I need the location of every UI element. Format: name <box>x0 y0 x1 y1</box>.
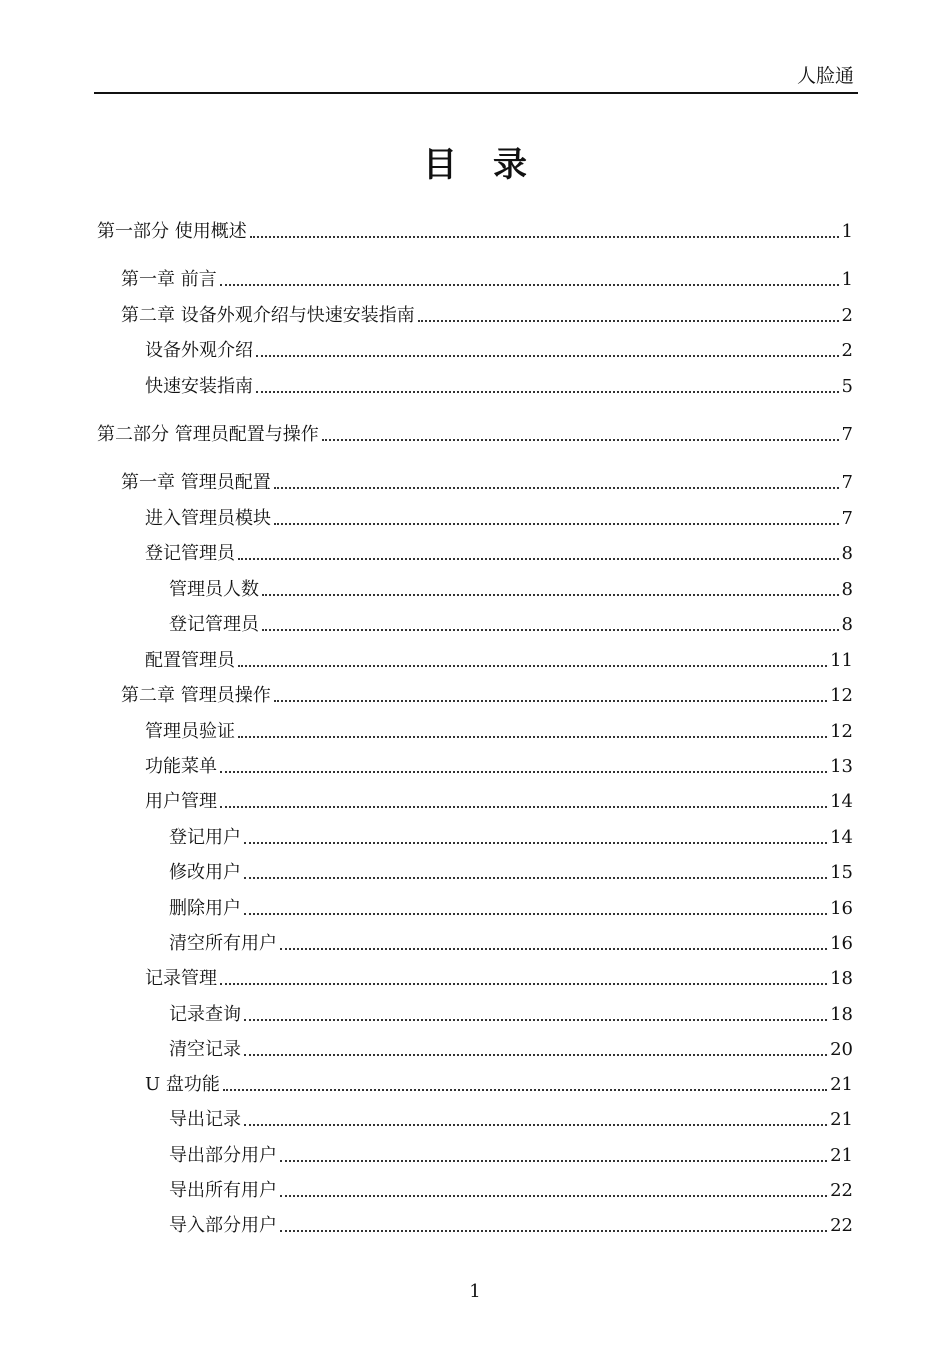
toc-entry-title: 第二章 管理员操作 <box>121 685 271 706</box>
toc-entry[interactable] <box>121 301 853 327</box>
toc-entry[interactable] <box>169 1105 853 1131</box>
toc-entry-page: 7 <box>841 424 853 445</box>
toc-entry[interactable] <box>169 929 853 955</box>
toc-entry-page: 11 <box>830 650 853 671</box>
toc-entry-page: 8 <box>841 614 853 635</box>
toc-entry[interactable] <box>169 610 853 636</box>
toc-entry[interactable] <box>121 265 853 291</box>
toc-entry-title: 功能菜单 <box>145 756 217 777</box>
toc-entry[interactable] <box>145 752 853 778</box>
toc-entry[interactable] <box>121 681 853 707</box>
toc-entry-title: 第一章 管理员配置 <box>121 472 271 493</box>
toc-entry-title: 配置管理员 <box>145 650 235 671</box>
toc-leader-dots <box>250 236 839 238</box>
toc-leader-dots <box>274 523 839 525</box>
toc-entry-title: U 盘功能 <box>145 1074 220 1095</box>
toc-leader-dots <box>244 913 827 915</box>
toc-leader-dots <box>322 439 839 441</box>
toc-entry[interactable] <box>145 1070 853 1096</box>
toc-leader-dots <box>244 1019 827 1021</box>
toc-leader-dots <box>262 594 839 596</box>
toc-entry[interactable] <box>97 217 853 243</box>
toc-entry-title: 第一章 前言 <box>121 269 217 290</box>
toc-entry-page: 16 <box>830 933 853 954</box>
toc-entry-page: 8 <box>841 543 853 564</box>
page-number: 1 <box>469 1281 481 1302</box>
toc-entry-page: 18 <box>830 1004 853 1025</box>
toc-leader-dots <box>220 806 827 808</box>
toc-leader-dots <box>220 983 827 985</box>
toc-entry-page: 5 <box>841 376 853 397</box>
toc-leader-dots <box>280 1230 827 1232</box>
toc-entry-page: 21 <box>830 1109 853 1130</box>
running-header-title: 人脸通 <box>796 65 854 87</box>
toc-leader-dots <box>280 948 827 950</box>
toc-entry-page: 14 <box>830 827 853 848</box>
toc-entry-title: 修改用户 <box>169 862 241 883</box>
toc-entry-page: 1 <box>841 221 853 242</box>
toc-entry-page: 7 <box>841 472 853 493</box>
toc-entry-page: 21 <box>830 1145 853 1166</box>
toc-leader-dots <box>262 629 839 631</box>
toc-leader-dots <box>280 1195 827 1197</box>
toc-entry-title: 记录查询 <box>169 1004 241 1025</box>
toc-leader-dots <box>220 284 839 286</box>
toc-entry-title: 第一部分 使用概述 <box>97 221 247 242</box>
toc-entry-page: 22 <box>830 1215 853 1236</box>
toc-entry[interactable] <box>169 894 853 920</box>
toc-entry-page: 1 <box>841 269 853 290</box>
toc-entry-title: 清空记录 <box>169 1039 241 1060</box>
toc-entry-title: 导出所有用户 <box>169 1180 277 1201</box>
toc-entry[interactable] <box>145 372 853 398</box>
toc-entry-title: 删除用户 <box>169 898 241 919</box>
toc-entry[interactable] <box>145 539 853 565</box>
toc-entry-page: 16 <box>830 898 853 919</box>
toc-entry-page: 14 <box>830 791 853 812</box>
toc-entry[interactable] <box>169 1035 853 1061</box>
toc-entry-title: 登记管理员 <box>169 614 259 635</box>
toc-entry-page: 20 <box>830 1039 853 1060</box>
toc-entry-title: 第二章 设备外观介绍与快速安装指南 <box>121 305 415 326</box>
toc-entry[interactable] <box>169 1141 853 1167</box>
toc-leader-dots <box>274 700 827 702</box>
toc-leader-dots <box>238 665 827 667</box>
page-title: 目录 <box>423 145 563 185</box>
toc-entry-page: 8 <box>841 579 853 600</box>
toc-entry-page: 2 <box>841 340 853 361</box>
toc-entry-title: 导出部分用户 <box>169 1145 277 1166</box>
toc-entry[interactable] <box>145 787 853 813</box>
toc-entry[interactable] <box>169 1211 853 1237</box>
toc-entry[interactable] <box>97 420 853 446</box>
toc-leader-dots <box>244 1124 827 1126</box>
toc-entry[interactable] <box>145 964 853 990</box>
toc-leader-dots <box>256 391 839 393</box>
toc-entry-title: 管理员验证 <box>145 721 235 742</box>
toc-entry-title: 清空所有用户 <box>169 933 277 954</box>
toc-entry[interactable] <box>169 823 853 849</box>
toc-entry-title: 第二部分 管理员配置与操作 <box>97 424 319 445</box>
toc-entry[interactable] <box>145 646 853 672</box>
toc-leader-dots <box>238 736 827 738</box>
toc-leader-dots <box>244 842 827 844</box>
toc-entry-title: 设备外观介绍 <box>145 340 253 361</box>
toc-entry-page: 12 <box>830 721 853 742</box>
toc-entry-title: 快速安装指南 <box>145 376 253 397</box>
toc-leader-dots <box>244 1054 827 1056</box>
toc-entry-page: 13 <box>830 756 853 777</box>
toc-entry-title: 用户管理 <box>145 791 217 812</box>
toc-entry-title: 管理员人数 <box>169 579 259 600</box>
toc-entry[interactable] <box>169 1000 853 1026</box>
toc-entry-page: 2 <box>841 305 853 326</box>
toc-entry-title: 导入部分用户 <box>169 1215 277 1236</box>
toc-entry[interactable] <box>145 336 853 362</box>
toc-leader-dots <box>280 1160 827 1162</box>
toc-entry[interactable] <box>169 1176 853 1202</box>
toc-entry-page: 7 <box>841 508 853 529</box>
toc-entry[interactable] <box>145 504 853 530</box>
toc-entry-title: 登记用户 <box>169 827 241 848</box>
toc-entry[interactable] <box>169 575 853 601</box>
toc-leader-dots <box>244 877 827 879</box>
toc-leader-dots <box>256 355 839 357</box>
toc-leader-dots <box>220 771 827 773</box>
toc-entry-page: 18 <box>830 968 853 989</box>
toc-entry-page: 22 <box>830 1180 853 1201</box>
toc-entry[interactable] <box>121 468 853 494</box>
toc-entry[interactable] <box>169 858 853 884</box>
toc-entry[interactable] <box>145 717 853 743</box>
toc-entry-title: 记录管理 <box>145 968 217 989</box>
toc-leader-dots <box>223 1089 827 1091</box>
toc-entry-page: 21 <box>830 1074 853 1095</box>
toc-entry-title: 导出记录 <box>169 1109 241 1130</box>
toc-leader-dots <box>418 320 839 322</box>
toc-entry-title: 登记管理员 <box>145 543 235 564</box>
toc-entry-page: 15 <box>830 862 853 883</box>
toc-leader-dots <box>238 558 839 560</box>
toc-entry-title: 进入管理员模块 <box>145 508 271 529</box>
toc-leader-dots <box>274 487 839 489</box>
toc-entry-page: 12 <box>830 685 853 706</box>
